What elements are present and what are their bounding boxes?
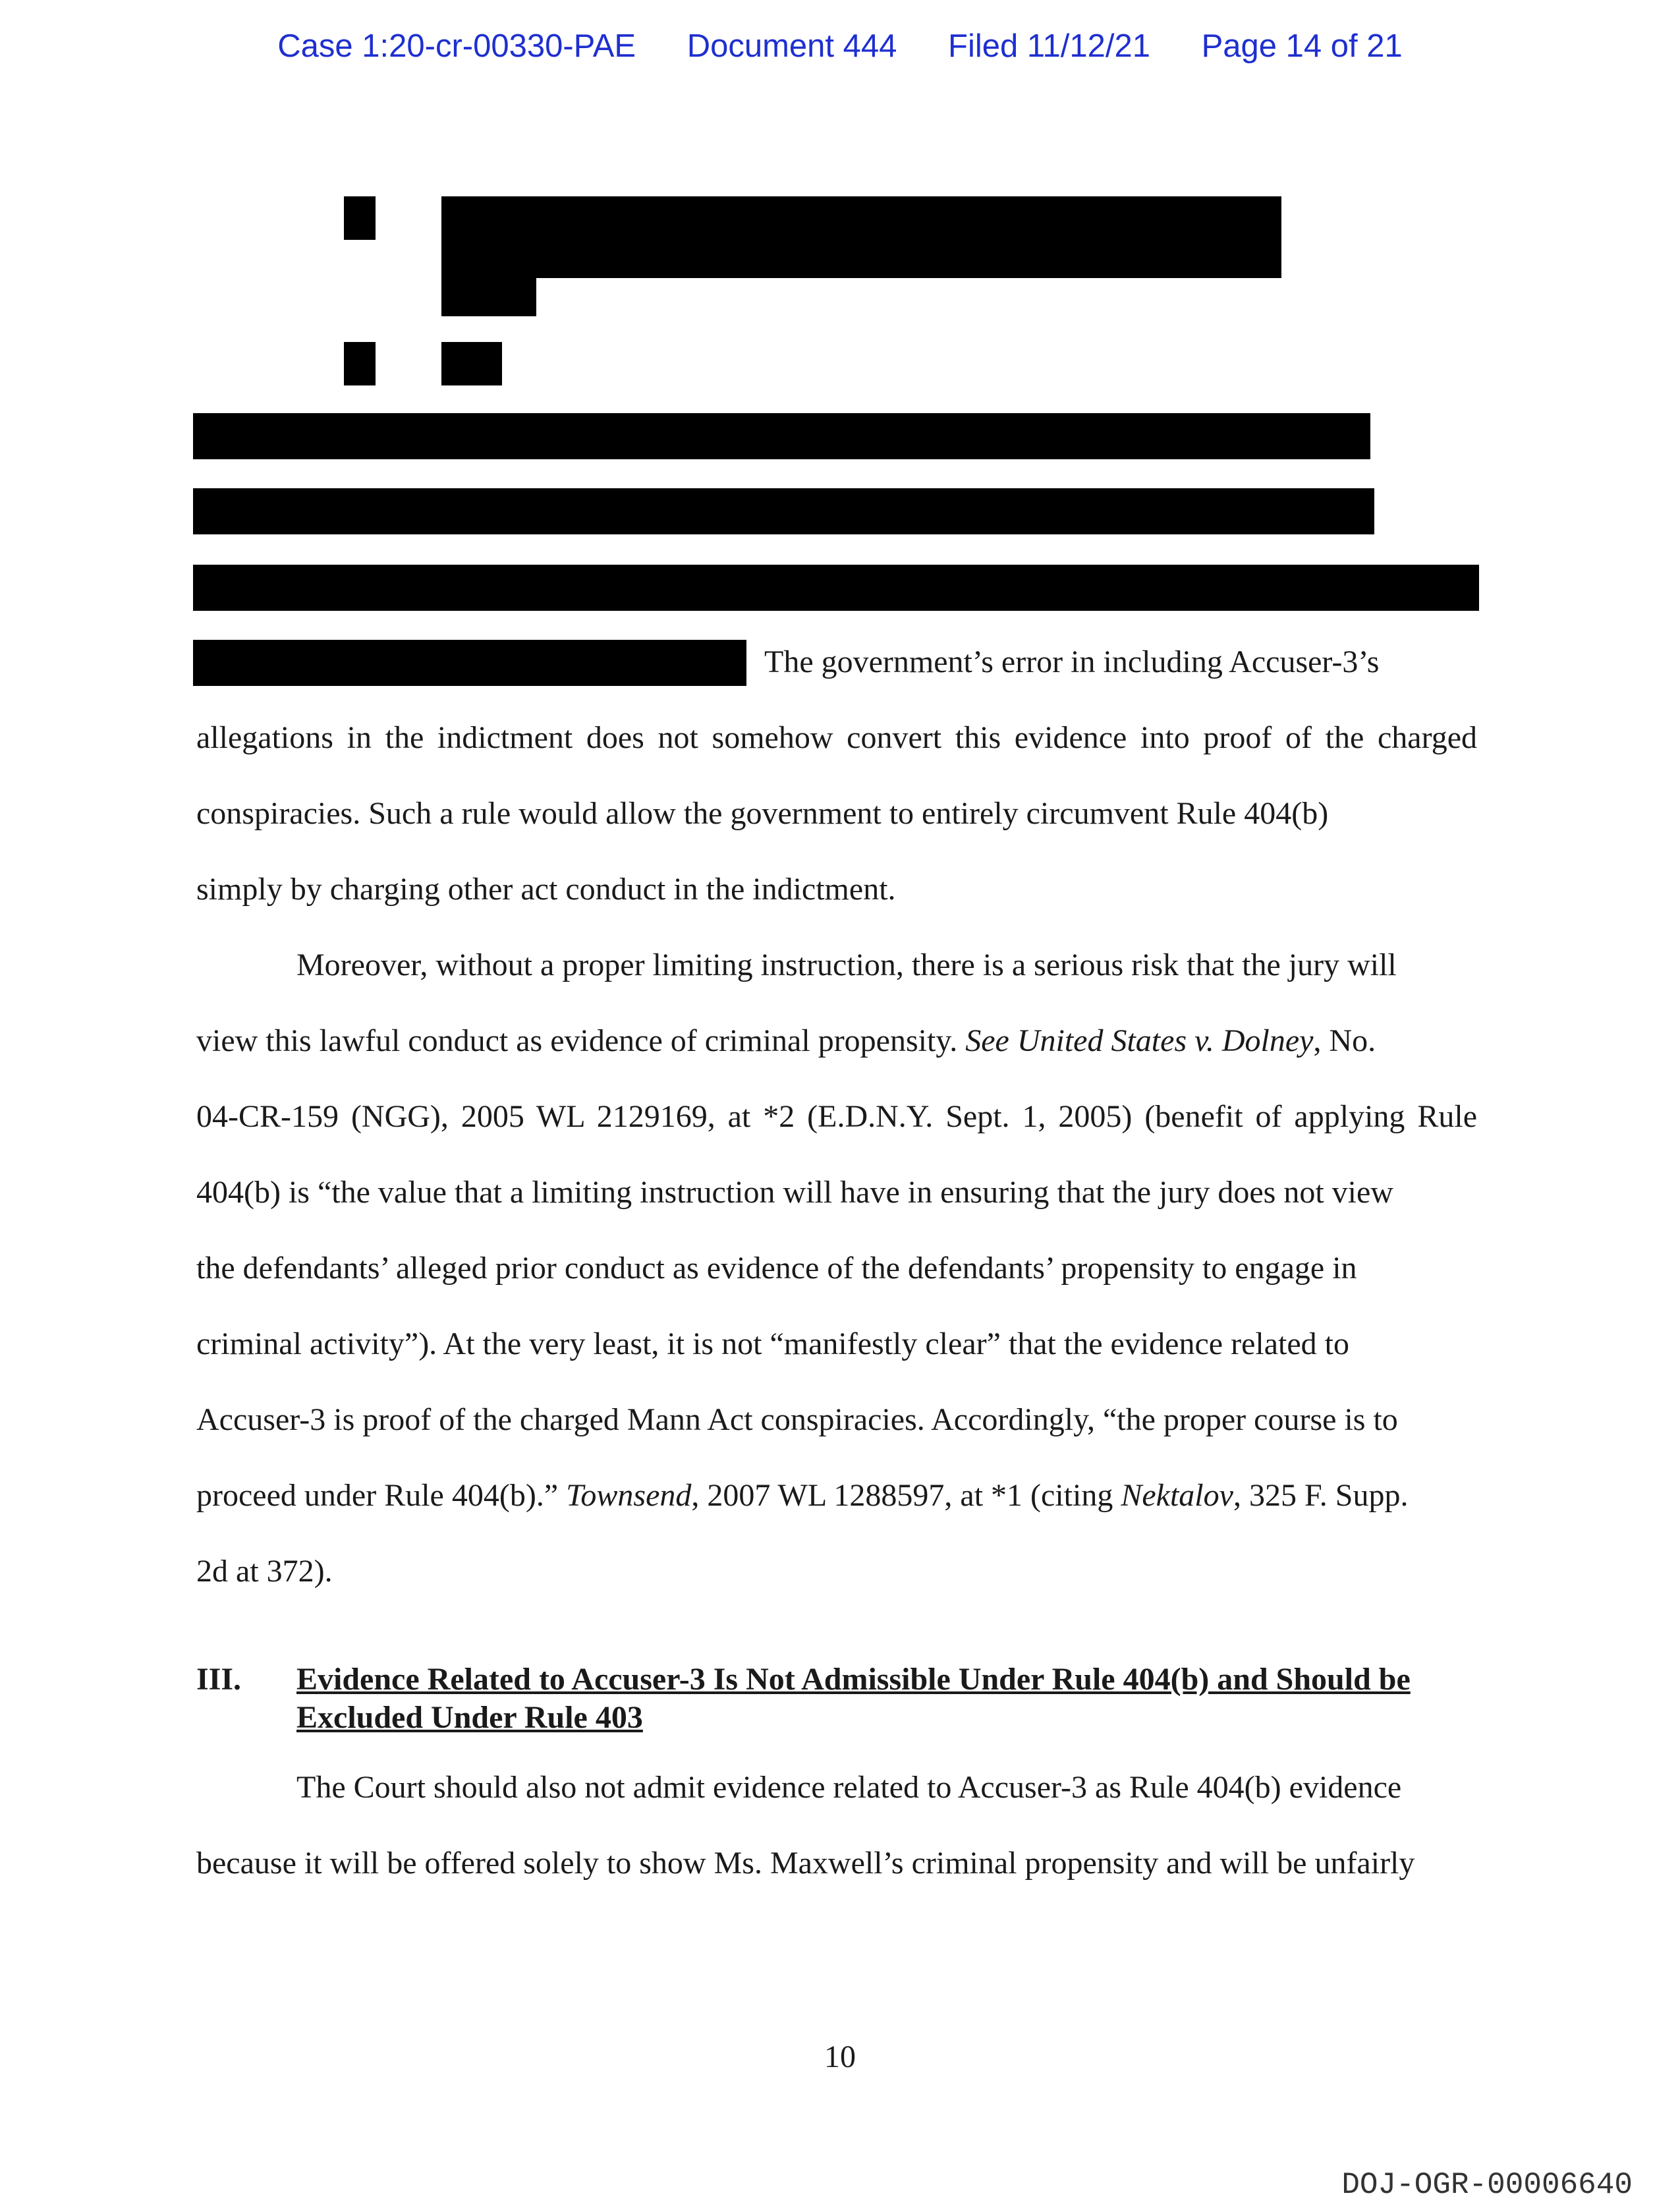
bates-number: DOJ-OGR-00006640 [1341, 2168, 1633, 2202]
redaction-block-1 [441, 196, 1281, 278]
case-header [0, 28, 1680, 65]
p2-line-8 [196, 1477, 1409, 1515]
citation-townsend: Townsend [566, 1478, 692, 1513]
body-line-1-tail: The government’s error in including Accuser-3’s [764, 644, 1380, 679]
p2-line-3: 04-CR-159 (NGG), 2005 WL 2129169, at *2 (E.D.N.Y. Sept. 1, 2005) (benefit of applying Rule [196, 1099, 1477, 1134]
redaction-block-2 [441, 342, 502, 385]
redaction-line-1 [193, 413, 1370, 459]
p2-line-6: criminal activity”). At the very least, it is not “manifestly clear” that the evidence related to [196, 1326, 1349, 1361]
p3-line-2: because it will be offered solely to show Ms. Maxwell’s criminal propensity and will be unfairly [196, 1846, 1415, 1881]
body-line-3: conspiracies. Such a rule would allow the government to entirely circumvent Rule 404(b) [196, 796, 1329, 831]
p2-line-2 [196, 1022, 1376, 1060]
redaction-line-3 [193, 565, 1479, 611]
section-heading: Evidence Related to Accuser-3 Is Not Admissible Under Rule 404(b) and Should be Excluded Under Rule 403 [296, 1662, 1411, 1735]
p2-line-5: the defendants’ alleged prior conduct as evidence of the defendants’ propensity to engage in [196, 1251, 1357, 1286]
body-line-4: simply by charging other act conduct in the indictment. [196, 872, 896, 907]
citation-nektalov: Nektalov [1121, 1478, 1233, 1513]
p2-line-8-end: , 325 F. Supp. [1233, 1478, 1409, 1513]
case-number: Case 1:20-cr-00330-PAE [277, 28, 636, 64]
page-number: 10 [824, 2039, 856, 2074]
redaction-block-1-tail [441, 277, 536, 316]
p2-line-8-mid: , 2007 WL 1288597, at *1 (citing [691, 1478, 1121, 1513]
p2-line-1: Moreover, without a proper limiting instruction, there is a serious risk that the jury will [296, 948, 1397, 982]
p2-line-2-text: view this lawful conduct as evidence of criminal propensity. [196, 1023, 966, 1058]
p2-line-9: 2d at 372). [196, 1554, 333, 1589]
document-number: Document 444 [686, 28, 897, 64]
p3-line-1: The Court should also not admit evidence related to Accuser-3 as Rule 404(b) evidence [296, 1770, 1402, 1805]
redaction-line-4 [193, 640, 746, 686]
filed-date: Filed 11/12/21 [948, 28, 1150, 64]
p2-line-7: Accuser-3 is proof of the charged Mann Act conspiracies. Accordingly, “the proper course is to [196, 1402, 1398, 1437]
p2-line-4: 404(b) is “the value that a limiting instruction will have in ensuring that the jury does not view [196, 1175, 1393, 1210]
p2-line-8-text: proceed under Rule 404(b).” [196, 1478, 567, 1513]
section-number: III. [196, 1662, 242, 1697]
citation-dolney: See United States v. Dolney [965, 1023, 1314, 1058]
page-count: Page 14 of 21 [1201, 28, 1403, 64]
p2-line-2-end: , No. [1313, 1023, 1376, 1058]
redaction-line-2 [193, 488, 1374, 534]
redaction-bullet-2 [344, 342, 376, 385]
redaction-bullet-1 [344, 196, 376, 240]
body-line-2: allegations in the indictment does not somehow convert this evidence into proof of the charged [196, 720, 1477, 755]
